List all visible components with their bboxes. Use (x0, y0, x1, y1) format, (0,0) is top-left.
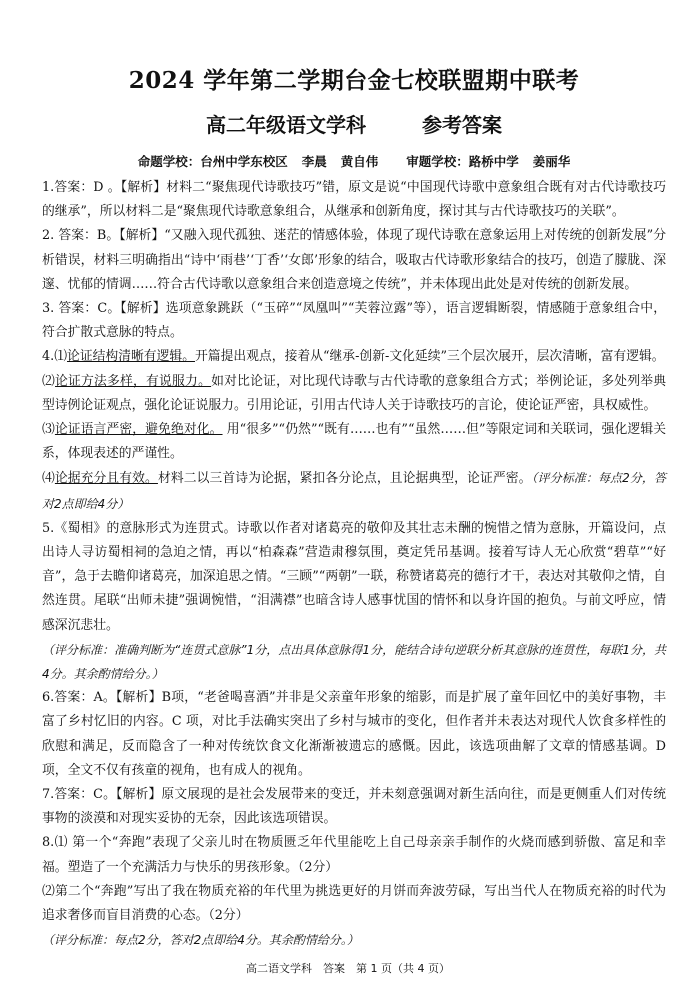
point-heading: 论据充分且有效。 (54, 471, 158, 487)
answer-q3: 3. 答案：C。【解析】选项意象跳跃（“玉碎”“凤凰叫”“芙蓉泣露”等），语言逻辑断裂，情感随于意象组合中，符合扩散式意脉的特点。 (42, 301, 666, 341)
point-detail: 材料二以三首诗为论据，紧扣各分论点，且论据典型，论证严密。 (157, 471, 532, 487)
answer-q7: 7.答案：C。【解析】原文展现的是社会发展带来的变迁，并未刻意强调对新生活向往，而是更侧重人们对传统事物的淡漠和对现实妥协的无奈，因此该选项错误。 (42, 787, 666, 827)
proposer-name-1: 李晨 (301, 154, 327, 169)
answer-body (42, 176, 666, 953)
answer-q2: 2. 答案：B。【解析】“又融入现代孤独、迷茫的情感体验，体现了现代诗歌在意象运用上对传统的创新发展”分析错误，材料三明确指出“诗中‘雨巷’‘丁香’‘女郎’形象的结合，吸取古代诗歌形象结合的技巧，创造了朦胧、深邃、忧郁的情调……符合古代诗歌以意象组合来创造意境之传统”，并未体现出此处是对传统的创新发展。 (42, 228, 666, 292)
point-detail: 开篇提出观点，接着从“继承-创新-文化延续”三个层次展开，层次清晰，富有逻辑。 (194, 349, 665, 365)
answer-q8-point-1: 8.⑴ 第一个“奔跑”表现了父亲儿时在物质匮乏年代里能吃上自己母亲亲手制作的火烧而感到骄傲、富足和幸福。塑造了一个充满活力与快乐的男孩形象。（2分） (42, 835, 666, 875)
reviewer-name: 姜丽华 (532, 154, 571, 169)
answer-q8-point-2: ⑵第二个“奔跑”写出了我在物质充裕的年代里为挑选更好的月饼而奔波劳碌，写出当代人在物质充裕的时代为追求奢侈而盲目消费的心态。（2分） (42, 883, 666, 924)
point-number: 4.⑴ (42, 349, 68, 365)
author-line (42, 152, 666, 170)
answer-q1: 1.答案：D 。【解析】材料二“聚焦现代诗歌技巧”错，原文是说“中国现代诗歌中意象组合既有对古代诗歌技巧的继承”，所以材料二是“聚焦现代诗歌意象组合，从继承和创新角度，探讨其与古代诗歌技巧的关联”。 (42, 180, 666, 220)
answer-q4-point-3 (42, 418, 666, 466)
answer-q4-point-2 (42, 370, 666, 418)
point-number: ⑶ (42, 422, 55, 438)
subtitle-subject: 高二年级语文学科 (206, 113, 366, 137)
document-subtitle (42, 109, 666, 138)
point-detail: 用“很多”“仍然”“既有……也有”“虽然……但”等限定词和关联词，强化逻辑关系，体现表述的严谨性。 (42, 422, 667, 462)
answer-q4-point-4 (42, 466, 666, 516)
scoring-note-q4: （评分标准：每点2分，答对2点即给4分） (42, 471, 667, 511)
answer-q5: 5.《蜀相》的意脉形式为连贯式。诗歌以作者对诸葛亮的敬仰及其壮志未酬的惋惜之情为意脉，开篇设问，点出诗人寻访蜀相祠的急迫之情，再以“柏森森”营造肃穆氛围，奠定凭吊基调。接着写诗人无心欣赏“碧草”“好音”，急于去瞻仰诸葛亮，加深追思之情。“三顾”“两朝”一联，称赞诸葛亮的德行才干，表达对其敬仰之情，自然连贯。尾联“出师未捷”强调惋惜，“泪满襟”也暗含诗人感事忧国的情怀和以身许国的抱负。与前文呼应，情感深沉悲壮。 (42, 520, 666, 633)
answer-q6: 6.答案：A。【解析】B项，“老爸喝喜酒”并非是父亲童年形象的缩影，而是扩展了童年回忆中的美好事物，丰富了乡村忆旧的内容。C 项，对比手法确实突出了乡村与城市的变化，但作者并未表达对现代人饮食多样性的欣慰和满足，反而隐含了一种对传统饮食文化渐渐被遗忘的感慨。因此，该选项曲解了文章的情感基调。D项，全文不仅有孩童的视角，也有成人的视角。 (42, 690, 666, 778)
scoring-note-q5: （评分标准：准确判断为“连贯式意脉”1分，点出具体意脉得1分，能结合诗句逆联分析其意脉的连贯性，每联1分，共4分。其余酌情给分。） (42, 642, 666, 682)
document-title: 2024 学年第二学期台金七校联盟期中联考 (128, 67, 580, 94)
point-number: ⑵ (42, 373, 56, 389)
page-footer: 高二语文学科 答案 第 1 页（共 4 页） (246, 962, 450, 975)
scoring-note-q8: （评分标准：每点2分，答对2点即给4分。其余酌情给分。） (42, 933, 359, 948)
reviewer-school: 审题学校：路桥中学 (406, 154, 519, 169)
point-heading: 论证语言严密，避免绝对化。 (54, 422, 223, 438)
answer-q4-point-1 (42, 345, 666, 369)
point-heading: 论证方法多样，有说服力。 (55, 373, 212, 389)
point-heading: 论证结构清晰有逻辑。 (67, 349, 195, 365)
proposer-name-2: 黄自伟 (340, 154, 379, 169)
proposer-school: 命题学校：台州中学东校区 (137, 154, 288, 169)
point-detail: 如对比论证，对比现代诗歌与古代诗歌的意象组合方式；举例论证，多处列举典型诗例论证观点，强化论证说服力。引用论证，引用古代诗人关于诗歌技巧的言论，使论证严密，具权威性。 (42, 373, 667, 413)
point-number: ⑷ (42, 471, 55, 487)
subtitle-answer-key: 参考答案 (422, 113, 502, 137)
